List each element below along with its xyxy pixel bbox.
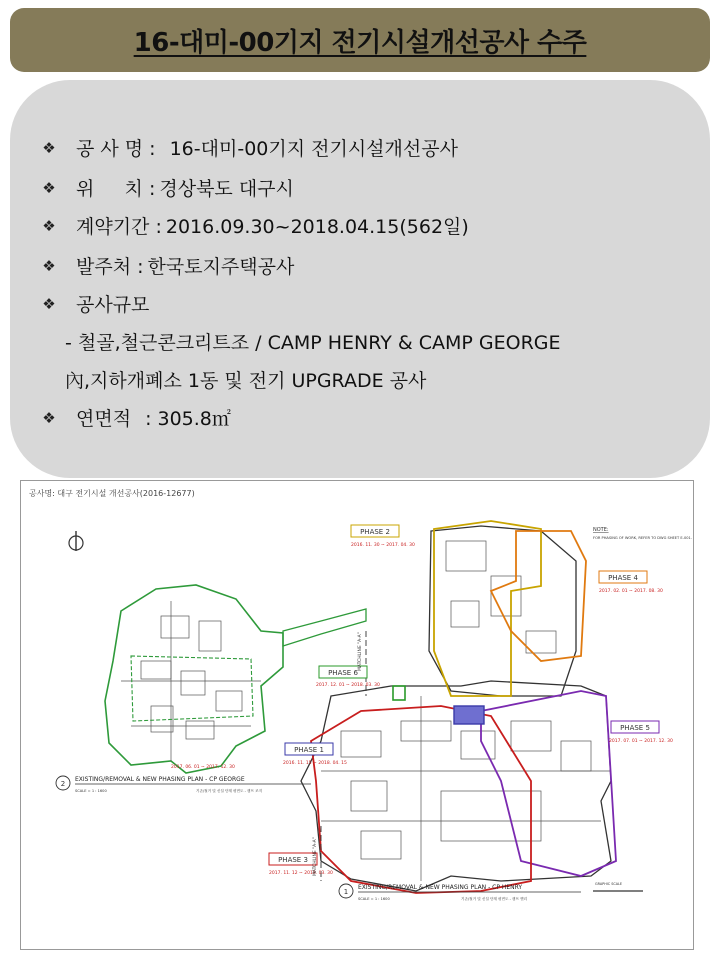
bullet-diamond-icon: ❖ — [42, 178, 56, 197]
svg-text:EXISTING/REMOVAL & NEW PHASING: EXISTING/REMOVAL & NEW PHASING PLAN - CP HENRY — [358, 884, 523, 891]
project-name-line — [40, 134, 458, 161]
svg-text:SCALE = 1 : 1600: SCALE = 1 : 1600 — [75, 789, 107, 793]
period-label: 계약기간 : — [76, 216, 162, 238]
phase-1-label — [283, 743, 347, 766]
drawing-header: 공사명: 대구 전기시설 개선공사(2016-12677) — [29, 489, 195, 498]
page-title: 16-대미-00기지 전기시설개선공사 수주 — [133, 27, 587, 58]
scale-detail-2: 內,지하개폐소 1동 및 전기 UPGRADE 공사 — [65, 370, 427, 392]
svg-text:NOTE:: NOTE: — [593, 527, 609, 533]
svg-text:2017. 07. 01 ~ 2017. 12. 30: 2017. 07. 01 ~ 2017. 12. 30 — [609, 739, 673, 744]
bullet-diamond-icon: ❖ — [42, 408, 56, 427]
phase-3-label — [269, 853, 333, 876]
bullet-diamond-icon: ❖ — [42, 138, 56, 157]
camp-henry-plan — [301, 521, 616, 893]
bullet-diamond-icon: ❖ — [42, 256, 56, 275]
project-name-value: 16-대미-00기지 전기시설개선공사 — [169, 138, 458, 160]
svg-text:MATCHLINE "A-A": MATCHLINE "A-A" — [313, 837, 318, 876]
svg-text:2: 2 — [60, 780, 66, 788]
svg-text:SCALE = 1 : 1600: SCALE = 1 : 1600 — [358, 897, 390, 901]
svg-text:GRAPHIC SCALE: GRAPHIC SCALE — [595, 882, 623, 886]
client-value: 한국토지주택공사 — [147, 256, 295, 278]
george-title-block — [56, 776, 311, 793]
svg-text:PHASE 5: PHASE 5 — [620, 724, 650, 732]
scale-label: 공사규모 — [76, 294, 150, 316]
svg-text:PHASE 6: PHASE 6 — [328, 669, 358, 677]
site-plan-drawing — [20, 480, 694, 950]
site-plan-svg — [21, 481, 693, 949]
svg-text:1: 1 — [343, 888, 349, 896]
svg-text:기존/철거 및 신설 단계 평면도 - 캠프 헨리: 기존/철거 및 신설 단계 평면도 - 캠프 헨리 — [461, 897, 528, 901]
bullet-diamond-icon: ❖ — [42, 216, 56, 235]
svg-text:2017. 11. 12 ~ 2018. 03. 30: 2017. 11. 12 ~ 2018. 03. 30 — [269, 871, 333, 876]
svg-text:2017. 02. 01 ~ 2017. 08. 30: 2017. 02. 01 ~ 2017. 08. 30 — [599, 589, 663, 594]
title-banner — [10, 8, 710, 72]
location-value: 경상북도 대구시 — [159, 178, 294, 200]
location-line — [40, 174, 294, 201]
svg-text:FOR PHASING OF WORK, REFER TO: FOR PHASING OF WORK, REFER TO DWG SHEET E-001. — [593, 536, 692, 540]
svg-text:PHASE 3: PHASE 3 — [278, 856, 308, 864]
project-info-panel — [10, 80, 710, 478]
phase-4-label — [599, 571, 663, 594]
client-label: 발주처 : — [76, 256, 144, 278]
scale-line — [40, 290, 149, 317]
bullet-diamond-icon: ❖ — [42, 294, 56, 313]
location-label: 위 치 : — [76, 178, 156, 200]
svg-text:PHASE 4: PHASE 4 — [608, 574, 638, 582]
svg-text:2016. 11. 15 ~ 2018. 04. 15: 2016. 11. 15 ~ 2018. 04. 15 — [283, 761, 347, 766]
period-value: 2016.09.30~2018.04.15(562일) — [165, 216, 469, 238]
svg-text:PHASE 1: PHASE 1 — [294, 746, 324, 754]
henry-title-block — [339, 882, 643, 901]
svg-text:2017. 12. 01 ~ 2018. 03. 30: 2017. 12. 01 ~ 2018. 03. 30 — [316, 683, 380, 688]
north-arrow-icon — [69, 531, 83, 551]
svg-text:MATCHLINE "A-A": MATCHLINE "A-A" — [358, 632, 363, 671]
phase-2-label — [351, 525, 415, 548]
svg-text:2016. 11. 30 ~ 2017. 04. 30: 2016. 11. 30 ~ 2017. 04. 30 — [351, 543, 415, 548]
area-label: 연면적 — [76, 408, 132, 430]
project-name-label: 공 사 명 : — [76, 138, 156, 160]
phase-6-label — [316, 666, 380, 688]
svg-text:2017. 06. 01 ~ 2017. 12. 30: 2017. 06. 01 ~ 2017. 12. 30 — [171, 765, 235, 770]
client-line — [40, 252, 294, 279]
period-line — [40, 212, 469, 239]
phase-5-label — [609, 721, 673, 744]
svg-text:기존/철거 및 신설 단계 평면도 - 캠프 조지: 기존/철거 및 신설 단계 평면도 - 캠프 조지 — [196, 789, 263, 793]
scale-detail-1: - 철골,철근콘크리트조 / CAMP HENRY & CAMP GEORGE — [65, 332, 561, 354]
area-value: : 305.8㎡ — [145, 408, 231, 430]
phase-2-text: PHASE 2 — [360, 528, 390, 536]
svg-text:EXISTING/REMOVAL & NEW PHASING: EXISTING/REMOVAL & NEW PHASING PLAN - CP GEORGE — [75, 776, 245, 783]
area-line — [40, 404, 231, 431]
